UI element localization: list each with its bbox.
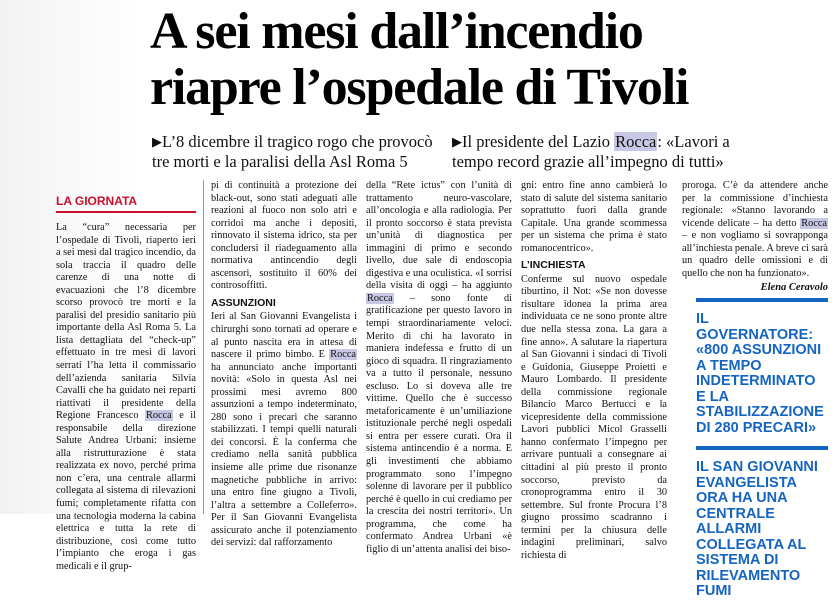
col1-text-1: La “cura” necessaria per l’ospedale di Tivoli, riaperto ieri a sei mesi dal tragico incendio, da sola traccia il quadro delle carenze di una notte di evacuazioni che l’8 dicembre scorso provocò tre morti e la paralisi del presidio sanitario più importante della Asl Roma 5. La lista dettagliata del “check-up” effettuato in tre mesi di lavori serrati l’ha letta il commissario dell’azienda sanitaria Silvia Cavalli che ha guidato nei reparti riattivati il presidente della Regione Francesco	[56, 222, 196, 422]
subhead-left	[152, 132, 452, 172]
headline-line-1: A sei mesi dall’incendio	[150, 3, 643, 60]
side-box-rule-middle	[696, 446, 828, 450]
col5-text-2: – e non vogliamo si sovrapponga all’inchiesta penale. A breve ci sarà un quadro delle omissioni e di quello che non ha funzionato».	[682, 230, 828, 279]
side-box-rule-top	[696, 298, 828, 302]
highlighted-name: Rocca	[367, 292, 393, 304]
section-label: LA GIORNATA	[56, 194, 196, 213]
highlighted-name: Rocca	[615, 132, 657, 151]
subhead-right	[452, 132, 752, 172]
col2-text-3: ha annunciato anche importanti novità: «Solo in questa Asl nei prossimi mesi avremo 800 assunzioni a tempo indeterminato, 280 sono i precari che saranno stabilizzati. I tempi quelli naturali dei concorsi. È la conferma che crediamo nella sanità pubblica insieme alle prime due risonanze magnetiche pubbliche in arrivo: una entro fine giugno a Tivoli, l’altra a settembre a Colleferro». Per il San Giovanni Evangelista assicurato anche il potenziamento dei servizi: dal rafforzamento	[211, 361, 357, 549]
col2-text-1: pi di continuità a protezione dei black-out, sono stati adeguati alle reazioni al fuoco non solo atri e corridoi ma anche i depositi, rinnovato il sistema idrico, sta per concludersi il riadeguamento alla normativa antincendio degli ascensori, sostituito il 60% dei controsoffitti.	[211, 180, 357, 292]
col1-text-2: e il responsabile della direzione Salute Andrea Urbani: insieme alla ristrutturazione è stata realizzata ex novo, perché prima non c’era, una centrale allarmi collegata al sistema di rilevazioni fumi; completamente rifatta con una tecnologia moderna la cabina elettrica e tutta la rete di distribuzione, così come tutto l’impianto che eroga i gas medicali e il grup-	[56, 410, 196, 572]
headline	[150, 4, 830, 116]
author-signature: Elena Ceravolo	[760, 282, 828, 294]
highlighted-name: Rocca	[330, 349, 356, 361]
col2-text-2: Ieri al San Giovanni Evangelista i chirurghi sono tornati ad operare e al punto nascita era in attesa di nascere il primo bimbo. E	[211, 311, 357, 361]
subsection-heading: ASSUNZIONI	[211, 296, 276, 309]
subhead-left-line-1: L’8 dicembre il tragico rogo che provocò	[162, 132, 433, 151]
column-divider	[203, 180, 204, 514]
triangle-marker-icon: ▶	[452, 134, 462, 149]
article-column-2	[211, 180, 357, 549]
headline-line-2: riapre l’ospedale di Tivoli	[150, 59, 689, 116]
side-quote-box	[696, 298, 828, 600]
article-column-3	[366, 180, 512, 555]
side-box-fact: IL SAN GIOVANNI EVANGELISTA ORA HA UNA CENTRALE ALLARMI COLLEGATA AL SISTEMA DI RILEVAMENTO FUMI	[696, 459, 818, 599]
subhead-right-line-1-pre: Il presidente del Lazio	[462, 132, 615, 151]
subhead-right-line-1-post: : «Lavori a	[657, 132, 730, 151]
col5-text-1: proroga. C’è da attendere anche per la commissione d’inchiesta regionale: «Stanno lavorando a vicende delicate – ha detto	[682, 180, 828, 229]
subsection-heading: L’INCHIESTA	[521, 259, 586, 272]
col4-text-2: Conferme sul nuovo ospedale tiburtino, il Not: «Se non dovesse risultare idonea la prima area individuata ce ne sono pronte altre due nella stessa zona. La gara a fine anno». A salutare la riapertura al San Giovanni i sindaci di Tivoli e Guidonia, Giuseppe Proietti e Mauro Lombardo. Il presidente della commissione regionale Bilancio Marco Bertucci e la vicepresidente della commissione Lavori pubblici Micol Grasselli hanno confermato l’impegno per arrivare puntuali a consegnare ai cittadini al più presto il pronto soccorso, previsto da cronoprogramma entro il 30 settembre. Sul fronte Procura l’8 giugno prossimo scadranno i termini per la chiusura delle indagini preliminari, salvo richiesta di	[521, 273, 667, 561]
triangle-marker-icon: ▶	[152, 134, 162, 149]
col3-text-2: – sono fonte di gratificazione per questo lavoro in tempi straordinariamente veloci. Merito di chi ha lavorato in maniera indefessa e frutto di un gioco di squadra. Il ringraziamento va a tutto il personale, nessuno escluso. Lo si doveva alle tre vittime. Quello che è successo metaforicamente è un’umiliazione istituzionale perché negli ospedali si entra per essere curati. Ora il sistema antincendio è a norma. E gli investimenti che abbiamo programmato sono l’impegno solenne di lavorare per il pubblico perché è quello in cui crediamo per la crescita dei nostri territori». Un programma, che come ha confermato Andrea Urbani «è figlio di un’attenta analisi dei biso-	[366, 292, 512, 555]
article-column-1	[56, 222, 196, 572]
col3-text-1: della “Rete ictus” con l’unità di trattamento neuro-vascolare, all’oncologia e alla radiologia. Per il pronto soccorso è stata prevista un’unità di diagnostica per immagini di primo e secondo livello, due sale di endoscopia digestiva e una oculistica. «I sorrisi della visita di oggi – ha aggiunto	[366, 180, 512, 292]
highlighted-name: Rocca	[146, 410, 172, 422]
col4-text-1: gni: entro fine anno cambierà lo stato di salute del sistema sanitario soprattutto fuori dalla grande Capitale. Una grande scommessa per un sistema che prima è stato romanocentrico».	[521, 180, 667, 254]
side-box-quote: IL GOVERNATORE: «800 ASSUNZIONI A TEMPO INDETERMINATO E LA STABILIZZAZIONE DI 280 PRECARI»	[696, 311, 824, 436]
article-column-5	[682, 180, 828, 292]
highlighted-name: Rocca	[801, 217, 827, 229]
subhead-left-line-2: tre morti e la paralisi della Asl Roma 5	[152, 152, 408, 171]
subhead-right-line-2: tempo record grazie all’impegno di tutti»	[452, 152, 724, 171]
article-column-4	[521, 180, 667, 561]
